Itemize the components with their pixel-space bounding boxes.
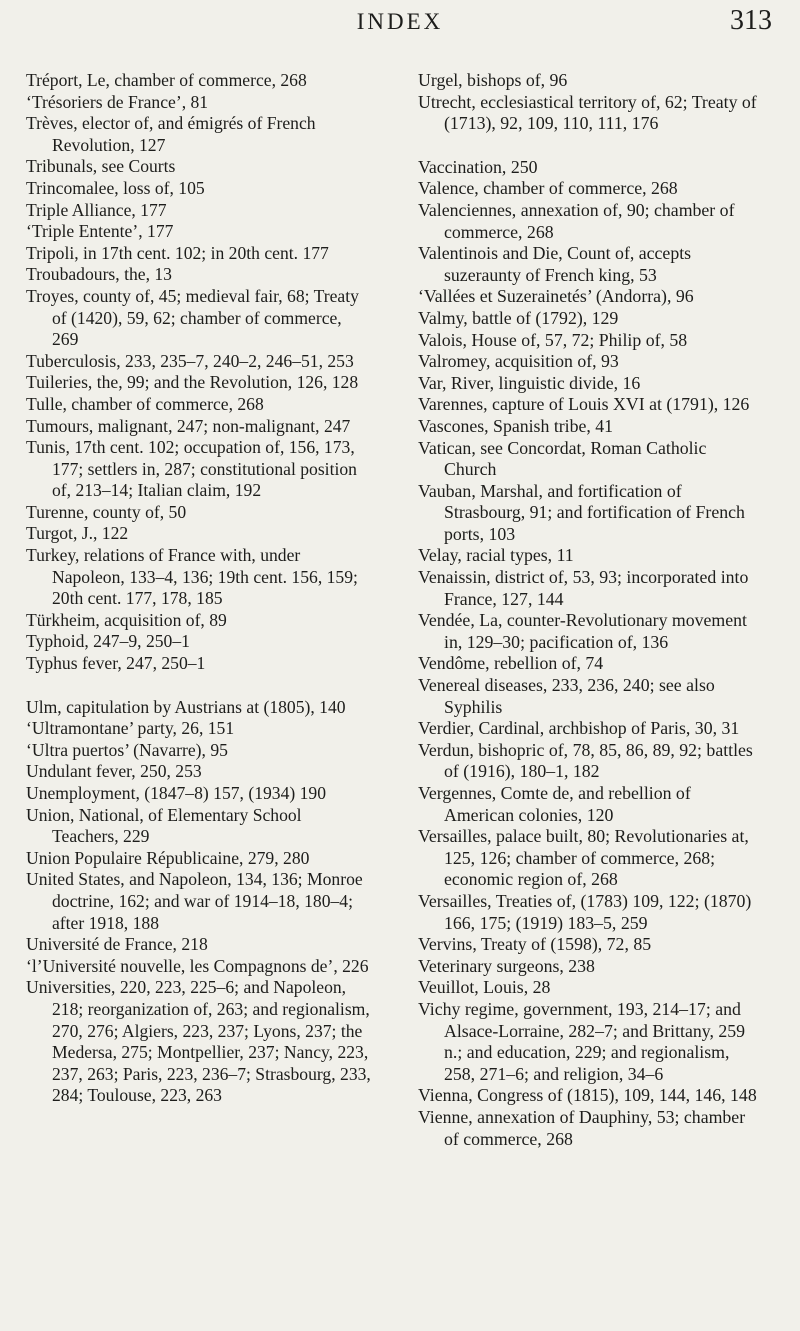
- index-entry: ‘Vallées et Suzerainetés’ (Andorra), 96: [418, 286, 694, 307]
- index-entry: Valence, chamber of commerce, 268: [418, 178, 678, 199]
- index-entry: Vergennes, Comte de, and rebellion of American colonies, 120: [418, 783, 691, 825]
- index-entry: Valromey, acquisition of, 93: [418, 351, 619, 372]
- index-entry: Turgot, J., 122: [26, 523, 129, 544]
- index-entry: ‘Ultramontane’ party, 26, 151: [26, 718, 235, 739]
- index-entry: Vienna, Congress of (1815), 109, 144, 146, 148: [418, 1085, 757, 1106]
- index-entry: Valois, House of, 57, 72; Philip of, 58: [418, 329, 688, 350]
- index-entry: Verdier, Cardinal, archbishop of Paris, 30, 31: [418, 718, 740, 739]
- index-entry: ‘l’Université nouvelle, les Compagnons de’, 226: [26, 955, 369, 976]
- section-gap: [26, 675, 371, 697]
- index-entry: ‘Trésoriers de France’, 81: [26, 91, 209, 112]
- index-entry: Typhus fever, 247, 250–1: [26, 653, 206, 674]
- index-entry: Var, River, linguistic divide, 16: [418, 372, 641, 393]
- index-entry: Vauban, Marshal, and fortification of Strasbourg, 91; and fortification of French ports, 103: [418, 480, 745, 544]
- index-entry: Velay, racial types, 11: [418, 545, 574, 566]
- index-entry: Vienne, annexation of Dauphiny, 53; chamber of commerce, 268: [418, 1106, 746, 1149]
- index-entry: Valmy, battle of (1792), 129: [418, 307, 619, 328]
- index-entry: Union Populaire Républicaine, 279, 280: [26, 847, 310, 868]
- index-entry: Vascones, Spanish tribe, 41: [418, 415, 614, 436]
- index-entry: United States, and Napoleon, 134, 136; Monroe doctrine, 162; and war of 1914–18, 180–4; after 1918, 188: [26, 869, 363, 933]
- index-entry: Vichy regime, government, 193, 214–17; and Alsace-Lorraine, 282–7; and Brittany, 259 n.; and education, 229; and regionalism, 258, 271–6; and religion, 34–6: [418, 998, 746, 1084]
- index-entry: Typhoid, 247–9, 250–1: [26, 631, 190, 652]
- index-entry: Troubadours, the, 13: [26, 264, 172, 285]
- index-entry: Versailles, Treaties of, (1783) 109, 122; (1870) 166, 175; (1919) 183–5, 259: [418, 890, 752, 933]
- index-entry: Ulm, capitulation by Austrians at (1805), 140: [26, 696, 346, 717]
- index-entry: Tumours, malignant, 247; non-malignant, 247: [26, 415, 351, 436]
- index-entry: Troyes, county of, 45; medieval fair, 68; Treaty of (1420), 59, 62; chamber of commerce, 269: [26, 285, 359, 350]
- index-entry: Turenne, county of, 50: [26, 501, 187, 522]
- index-entry: Turkey, relations of France with, under Napoleon, 133–4, 136; 19th cent. 156, 159; 20th cent. 177, 178, 185: [26, 545, 358, 609]
- index-entry: Tunis, 17th cent. 102; occupation of, 156, 173, 177; settlers in, 287; constitutional position of, 213–14; Italian claim, 192: [26, 437, 357, 501]
- section-gap: [418, 135, 763, 157]
- index-entry: Tripoli, in 17th cent. 102; in 20th cent. 177: [26, 242, 329, 263]
- index-entry: Utrecht, ecclesiastical territory of, 62; Treaty of (1713), 92, 109, 110, 111, 176: [418, 91, 757, 134]
- index-entry: Valentinois and Die, Count of, accepts suzeraunty of French king, 53: [418, 243, 692, 285]
- index-entry: Türkheim, acquisition of, 89: [26, 609, 227, 630]
- index-entry: Veuillot, Louis, 28: [418, 977, 551, 998]
- index-entry: Vervins, Treaty of (1598), 72, 85: [418, 934, 652, 955]
- index-entry: Veterinary surgeons, 238: [418, 955, 595, 976]
- index-column-left: [26, 70, 371, 1107]
- index-entry: Vatican, see Concordat, Roman Catholic Church: [418, 437, 707, 480]
- index-entry: Université de France, 218: [26, 934, 208, 955]
- index-entry: Triple Alliance, 177: [26, 199, 167, 220]
- index-entry: Union, National, of Elementary School Teachers, 229: [26, 804, 302, 847]
- index-entry: Vendôme, rebellion of, 74: [418, 653, 604, 674]
- index-entry: Tuileries, the, 99; and the Revolution, 126, 128: [26, 372, 359, 393]
- page-number: 313: [730, 5, 772, 36]
- index-entry: Tribunals, see Courts: [26, 156, 176, 177]
- index-entry: Trincomalee, loss of, 105: [26, 177, 205, 198]
- index-entry: ‘Ultra puertos’ (Navarre), 95: [26, 739, 228, 760]
- index-entry: Trèves, elector of, and émigrés of French Revolution, 127: [26, 113, 316, 155]
- index-entry: ‘Triple Entente’, 177: [26, 221, 174, 242]
- index-entry: Venereal diseases, 233, 236, 240; see also Syphilis: [418, 675, 715, 717]
- index-entry: Tréport, Le, chamber of commerce, 268: [26, 70, 307, 90]
- index-entry: Venaissin, district of, 53, 93; incorporated into France, 127, 144: [418, 567, 749, 609]
- index-entry: Vaccination, 250: [418, 156, 538, 177]
- index-entry: Varennes, capture of Louis XVI at (1791), 126: [418, 394, 750, 415]
- index-column-right: [418, 70, 763, 1150]
- index-entry: Versailles, palace built, 80; Revolutionaries at, 125, 126; chamber of commerce, 268; economic region of, 268: [418, 826, 749, 890]
- page-title: INDEX: [356, 9, 444, 34]
- index-entry: Unemployment, (1847–8) 157, (1934) 190: [26, 783, 327, 803]
- index-entry: Verdun, bishopric of, 78, 85, 86, 89, 92; battles of (1916), 180–1, 182: [418, 739, 753, 782]
- index-entry: Tuberculosis, 233, 235–7, 240–2, 246–51, 253: [26, 350, 354, 371]
- index-entry: Tulle, chamber of commerce, 268: [26, 393, 264, 414]
- index-entry: Urgel, bishops of, 96: [418, 70, 568, 90]
- index-entry: Valenciennes, annexation of, 90; chamber of commerce, 268: [418, 199, 735, 242]
- index-entry: Vendée, La, counter-Revolutionary movement in, 129–30; pacification of, 136: [418, 610, 747, 652]
- index-entry: Undulant fever, 250, 253: [26, 761, 202, 782]
- index-entry: Universities, 220, 223, 225–6; and Napoleon, 218; reorganization of, 263; and regionalism, 270, 276; Algiers, 223, 237; Lyons, 237; the Medersa, 275; Montpellier, 237; Nancy, 223, 237, 263; Paris, 223, 236–7; Strasbourg, 233, 284; Toulouse, 223, 263: [26, 977, 371, 1106]
